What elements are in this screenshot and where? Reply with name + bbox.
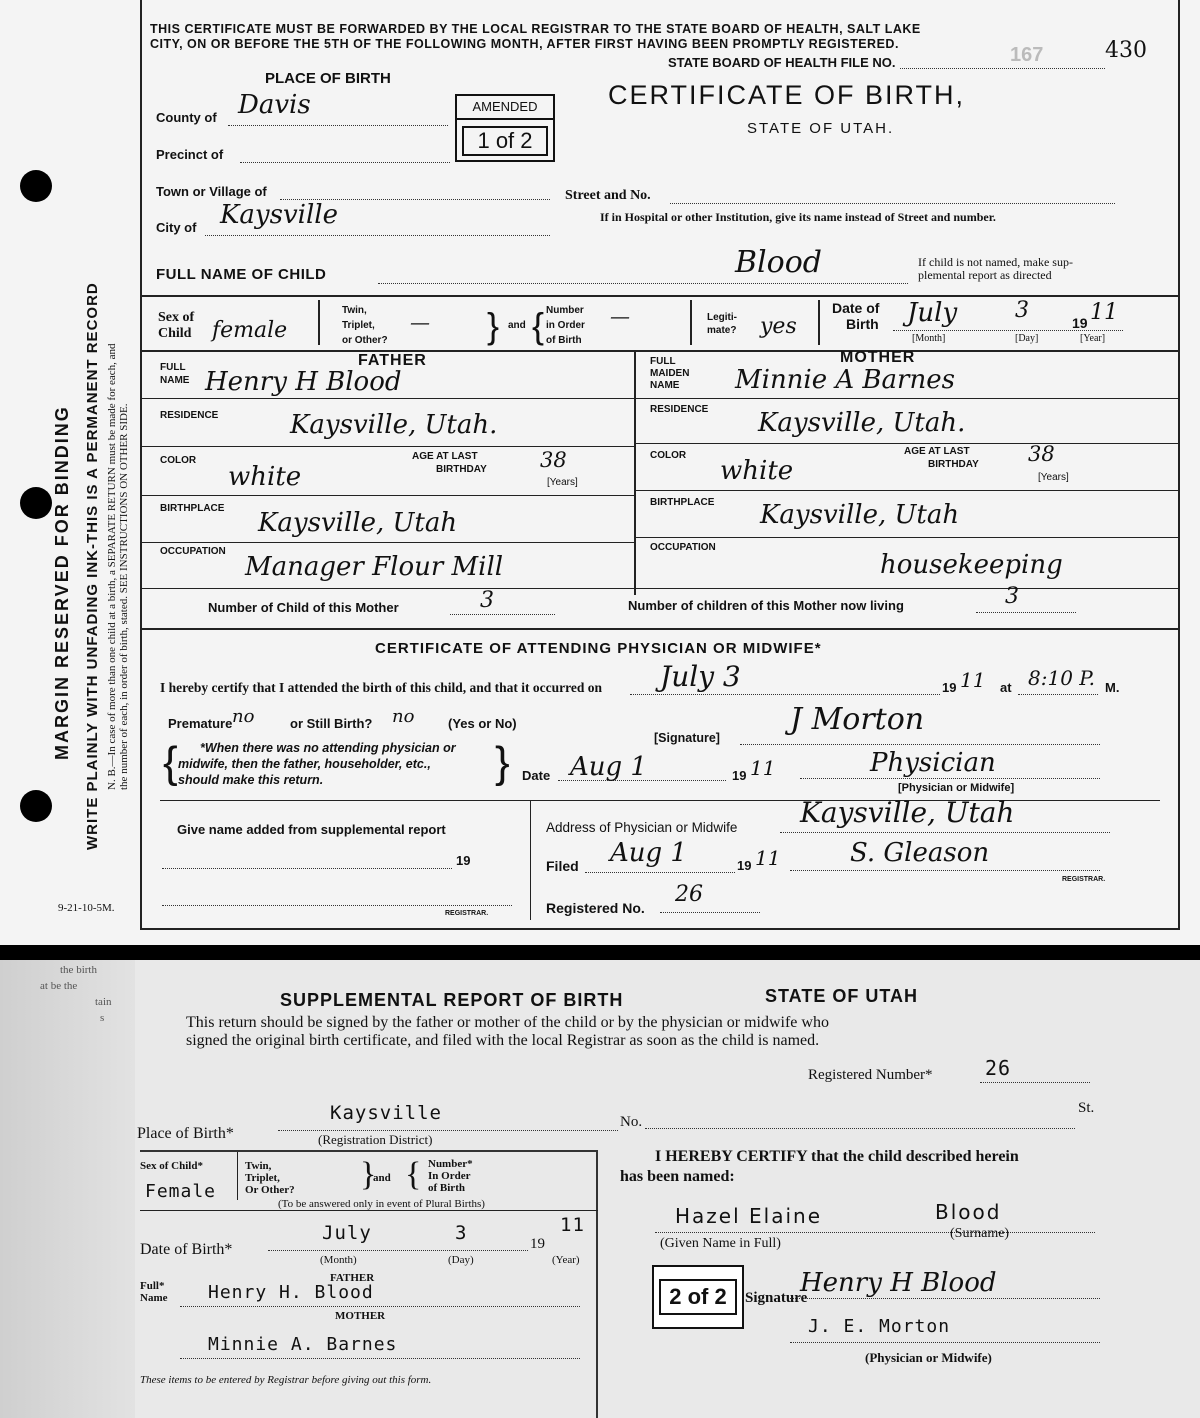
address-line (780, 832, 1110, 833)
full-name-label: FULL NAME OF CHILD (156, 266, 327, 283)
dob-year-prefix: 19 (1072, 315, 1088, 331)
father-name: Henry H Blood (205, 367, 402, 397)
reg-number-line (980, 1082, 1090, 1083)
father-occupation: Manager Flour Mill (245, 552, 504, 582)
registrar-caption: REGISTRAR. (445, 910, 489, 917)
supp-dob-year: 11 (560, 1214, 585, 1236)
certify-time-line (1018, 694, 1098, 695)
birthplace-label: BIRTHPLACE (160, 503, 225, 514)
color-label: COLOR (650, 450, 687, 461)
address-value: Kaysville, Utah (800, 796, 1015, 829)
physician-title: Physician (870, 748, 996, 778)
street-label: Street and No. (565, 188, 651, 203)
dob-label: Birth (846, 316, 879, 332)
file-no-label: STATE BOARD OF HEALTH FILE NO. (668, 55, 896, 70)
no-physician-note: midwife, then the father, householder, etc., (178, 757, 431, 771)
registrar-caption: REGISTRAR. (1062, 876, 1106, 883)
divider (140, 628, 1180, 630)
street-line (670, 203, 1115, 204)
reg-number-value: 26 (985, 1056, 1012, 1080)
supp-dob-month: July (322, 1222, 372, 1244)
precinct-label: Precinct of (156, 147, 224, 162)
certify-text: I HEREBY CERTIFY that the child described herein (655, 1148, 1019, 1165)
parents-divider (634, 350, 636, 595)
title-line (800, 778, 1100, 779)
certificate-title: CERTIFICATE OF BIRTH, (608, 80, 966, 110)
year-caption: [Year] (1080, 333, 1106, 344)
mother-line (180, 1358, 580, 1359)
supp-instruction: signed the original birth certificate, and filed with the local Registrar as soon as the child is named. (186, 1032, 820, 1049)
full-name-small: NAME (160, 375, 190, 386)
father-color: white (228, 462, 302, 492)
twin-label: Or Other? (245, 1184, 295, 1196)
not-named-note: If child is not named, make sup- (918, 255, 1073, 269)
nb-note-line: the number of each, in order of birth, stated. SEE INSTRUCTIONS ON OTHER SIDE. (118, 403, 130, 790)
permanent-record-text: WRITE PLAINLY WITH UNFADING INK-THIS IS A PERMANENT RECORD (84, 282, 101, 850)
num-child-line (450, 614, 555, 615)
binding-hole (20, 487, 52, 519)
divider (140, 350, 1180, 352)
mother-name: Minnie A Barnes (735, 365, 955, 395)
legit-value: yes (760, 314, 797, 339)
county-value: Davis (238, 90, 311, 120)
father-signature: Henry H Blood (800, 1268, 997, 1298)
place-label: Place of Birth* (137, 1125, 234, 1142)
num-living-label: Number of children of this Mother now living (628, 598, 904, 613)
father-heading: FATHER (330, 1272, 375, 1284)
divider (318, 300, 320, 345)
hospital-note: If in Hospital or other Institution, give its name instead of Street and number. (600, 210, 996, 224)
registrar-signature: S. Gleason (850, 838, 990, 868)
father-line (180, 1306, 580, 1307)
supp-dob-year-prefix: 19 (530, 1236, 545, 1252)
county-label: County of (156, 110, 217, 125)
filed-year: 11 (755, 846, 781, 870)
filed-date: Aug 1 (610, 838, 687, 868)
occupation-label: OCCUPATION (160, 546, 226, 557)
month-caption: (Month) (320, 1254, 357, 1266)
date-label: Date (522, 768, 551, 783)
brace-icon: { (532, 305, 545, 346)
precinct-line (240, 162, 450, 163)
number-label: Number* (428, 1158, 473, 1170)
divider (140, 1210, 598, 1211)
file-no-handwritten: 430 (1105, 38, 1147, 63)
m-label: M. (1105, 680, 1120, 695)
maiden-small: MAIDEN (650, 368, 690, 379)
surname-caption: (Surname) (950, 1226, 1010, 1241)
reg-no-value: 26 (675, 882, 703, 907)
supp-dob-label: Date of Birth* (140, 1241, 233, 1258)
legit-label: mate? (707, 325, 737, 336)
number-label: in Order (546, 320, 585, 331)
reg-no-line (660, 912, 760, 913)
father-heading: FATHER (358, 352, 427, 369)
signature-line (740, 744, 1100, 745)
certify-date-line (630, 694, 940, 695)
torn-fragment: s (100, 1012, 105, 1024)
divider (634, 398, 1180, 399)
mother-birthplace: Kaysville, Utah (760, 500, 960, 530)
nb-note-line: N. B.—In case of more than one child at a birth, a SEPARATE RETURN must be made for each, and (106, 343, 118, 790)
signature-label: Signature (745, 1290, 808, 1306)
color-label: COLOR (160, 455, 197, 466)
phys-or-mid-caption: [Physician or Midwife] (898, 782, 1015, 794)
full-name-line (378, 283, 908, 284)
sex-label: Sex of (158, 310, 195, 325)
full-name-small: FULL (160, 362, 186, 373)
at-label: at (1000, 680, 1012, 695)
place-line (278, 1130, 618, 1131)
named-text: has been named: (620, 1168, 735, 1185)
father-birthplace: Kaysville, Utah (258, 508, 458, 538)
amended-stamp (455, 94, 555, 162)
file-no-line (900, 68, 1105, 69)
binding-hole (20, 170, 52, 202)
and-label: and (508, 320, 526, 331)
number-label: Number (546, 305, 584, 316)
registrar-sign-line (790, 870, 1100, 871)
reg-district-caption: (Registration District) (318, 1132, 433, 1147)
margin-binding-text: MARGIN RESERVED FOR BINDING (52, 405, 72, 760)
dob-day: 3 (1015, 298, 1029, 323)
stillbirth-label: or Still Birth? (290, 716, 373, 731)
supp-footer: These items to be entered by Registrar before giving out this form. (140, 1374, 432, 1386)
age-label: AGE AT LAST (412, 451, 478, 462)
num-living-value: 3 (1005, 584, 1019, 609)
residence-label: RESIDENCE (160, 410, 219, 421)
address-label: Address of Physician or Midwife (546, 820, 738, 835)
binding-hole (20, 790, 52, 822)
month-caption: [Month] (912, 333, 946, 344)
divider (140, 495, 634, 496)
mother-heading: MOTHER (335, 1310, 386, 1322)
form-code: 9-21-10-5M. (58, 902, 115, 914)
place-of-birth-heading: PLACE OF BIRTH (265, 70, 391, 87)
divider (634, 537, 1180, 538)
city-line (205, 235, 550, 236)
city-label: City of (156, 220, 197, 235)
number-label: In Order (428, 1170, 471, 1182)
given-name: Hazel Elaine (675, 1204, 822, 1228)
residence-label: RESIDENCE (650, 404, 709, 415)
day-caption: [Day] (1015, 333, 1039, 344)
num-child-label: Number of Child of this Mother (208, 600, 399, 615)
supp-state: STATE OF UTAH (765, 986, 918, 1006)
yes-no-caption: (Yes or No) (448, 716, 517, 731)
dob-line (893, 330, 1123, 331)
age-label: AGE AT LAST (904, 446, 970, 457)
twin-label: Triplet, (342, 320, 375, 331)
place-value: Kaysville (330, 1102, 442, 1124)
supp-title: SUPPLEMENTAL REPORT OF BIRTH (280, 990, 624, 1010)
supp-father-name: Henry H. Blood (208, 1282, 374, 1303)
reg-number-label: Registered Number* (808, 1067, 933, 1083)
certify-time: 8:10 P. (1028, 666, 1096, 690)
given-caption: (Given Name in Full) (660, 1236, 781, 1251)
plural-note: (To be answered only in event of Plural Births) (278, 1198, 485, 1210)
no-physician-note: *When there was no attending physician or (200, 741, 456, 755)
maiden-small: NAME (650, 380, 680, 391)
divider (140, 446, 634, 447)
mother-color: white (720, 456, 794, 486)
number-label: of Birth (546, 335, 582, 346)
signature-label: [Signature] (654, 731, 720, 745)
filed-year-prefix: 19 (737, 858, 752, 873)
father-residence: Kaysville, Utah. (290, 410, 498, 440)
twin-label: Twin, (342, 305, 367, 316)
sex-value: female (212, 318, 288, 343)
divider (530, 800, 531, 920)
father-age: 38 (540, 448, 567, 472)
twin-label: Triplet, (245, 1172, 280, 1184)
supp-instruction: This return should be signed by the father or mother of the child or by the physician or midwife who (186, 1014, 829, 1031)
twin-label: Twin, (245, 1160, 272, 1172)
supp-dob-day: 3 (455, 1222, 468, 1244)
page-box (652, 1265, 744, 1329)
divider (690, 300, 692, 345)
premature-label: Premature (168, 716, 233, 731)
name-line (655, 1232, 1095, 1233)
sig-date: Aug 1 (570, 752, 647, 782)
num-child-value: 3 (480, 588, 494, 613)
torn-fragment: at be the (40, 980, 78, 992)
year-caption: (Year) (552, 1254, 580, 1266)
physician-line (790, 1342, 1100, 1343)
sex-label: Sex of Child* (140, 1160, 203, 1172)
divider (140, 588, 1180, 589)
no-label: No. (620, 1114, 643, 1130)
supp-mother-name: Minnie A. Barnes (208, 1334, 398, 1355)
instruction-line: THIS CERTIFICATE MUST BE FORWARDED BY THE LOCAL REGISTRAR TO THE STATE BOARD OF HEALTH, SALT LAKE (150, 22, 921, 36)
stillbirth-value: no (392, 706, 415, 727)
premature-value: no (232, 706, 255, 727)
amended-label: AMENDED (457, 96, 553, 120)
surname: Blood (935, 1200, 1002, 1224)
brace-icon: } (495, 738, 510, 787)
mother-residence: Kaysville, Utah. (758, 408, 966, 438)
file-no-stamp: 167 (1010, 44, 1044, 66)
supplemental-report (0, 960, 1200, 1418)
sex-value: Female (145, 1181, 217, 1202)
years-caption: [Years] (1038, 472, 1069, 483)
city-value: Kaysville (220, 200, 338, 230)
mother-heading: MOTHER (840, 349, 916, 366)
birthplace-label: BIRTHPLACE (650, 497, 715, 508)
twin-label: or Other? (342, 335, 388, 346)
no-line (645, 1128, 1075, 1129)
sig-year-prefix: 19 (732, 768, 747, 783)
physician-name: J. E. Morton (808, 1316, 951, 1337)
instruction-line: CITY, ON OR BEFORE THE 5TH OF THE FOLLOWING MONTH, AFTER FIRST HAVING BEEN PROMPTLY REGISTERED. (150, 37, 899, 51)
not-named-note: plemental report as directed (918, 268, 1052, 282)
town-label: Town or Village of (156, 184, 267, 199)
divider (634, 490, 1180, 491)
phys-caption: (Physician or Midwife) (865, 1350, 992, 1365)
child-surname: Blood (735, 245, 822, 280)
registrar-line (162, 905, 512, 906)
brace-icon: { (405, 1156, 422, 1193)
page-box-label: 2 of 2 (659, 1279, 737, 1315)
twin-value: — (410, 310, 430, 334)
brace-icon: } (360, 1156, 377, 1193)
certificate-subtitle: STATE OF UTAH. (747, 120, 895, 137)
dob-label: Date of (832, 300, 880, 316)
age-label: BIRTHDAY (928, 459, 979, 470)
supp-dob-line (268, 1250, 528, 1251)
torn-fragment: tain (95, 996, 112, 1008)
filed-label: Filed (546, 858, 579, 874)
certify-text: I hereby certify that I attended the birth of this child, and that it occurred on (160, 680, 602, 695)
certify-year: 11 (960, 668, 986, 692)
divider (140, 398, 634, 399)
legit-label: Legiti- (707, 312, 737, 323)
dob-year: 11 (1090, 300, 1118, 325)
day-caption: (Day) (448, 1254, 474, 1266)
reg-no-label: Registered No. (546, 900, 645, 916)
divider (140, 295, 1180, 297)
torn-fragment: the birth (60, 964, 97, 976)
brace-icon: { (163, 738, 178, 787)
certify-date: July 3 (660, 660, 741, 693)
maiden-small: FULL (650, 356, 676, 367)
mother-occupation: housekeeping (880, 550, 1063, 580)
signature-line (790, 1298, 1100, 1299)
sig-year: 11 (750, 756, 776, 780)
full-label: Full* (140, 1280, 165, 1292)
st-label: St. (1078, 1100, 1095, 1116)
filed-line (585, 872, 735, 873)
divider (140, 542, 634, 543)
divider (818, 300, 820, 345)
supp-name-line (162, 868, 452, 869)
years-caption: [Years] (547, 477, 578, 488)
age-label: BIRTHDAY (436, 464, 487, 475)
county-line (228, 125, 448, 126)
divider (634, 443, 1180, 444)
amended-page: 1 of 2 (462, 126, 548, 156)
supp-name-label: Give name added from supplemental report (177, 822, 446, 837)
divider (237, 1152, 238, 1200)
certify-year-prefix: 19 (942, 680, 957, 695)
brace-icon: } (487, 305, 500, 346)
supp-year-prefix: 19 (456, 853, 471, 868)
occupation-label: OCCUPATION (650, 542, 716, 553)
full-label: Name (140, 1292, 168, 1304)
num-living-line (976, 612, 1076, 613)
mother-age: 38 (1028, 442, 1055, 466)
physician-heading: CERTIFICATE OF ATTENDING PHYSICIAN OR MIDWIFE* (375, 640, 822, 657)
physician-signature: J Morton (790, 702, 925, 737)
no-physician-note: should make this return. (178, 773, 324, 787)
number-value: — (610, 304, 630, 328)
and-label: and (373, 1172, 391, 1184)
number-label: of Birth (428, 1182, 465, 1194)
dob-month: July (907, 298, 958, 328)
sex-label: Child (158, 326, 192, 341)
torn-edge (0, 960, 135, 1418)
